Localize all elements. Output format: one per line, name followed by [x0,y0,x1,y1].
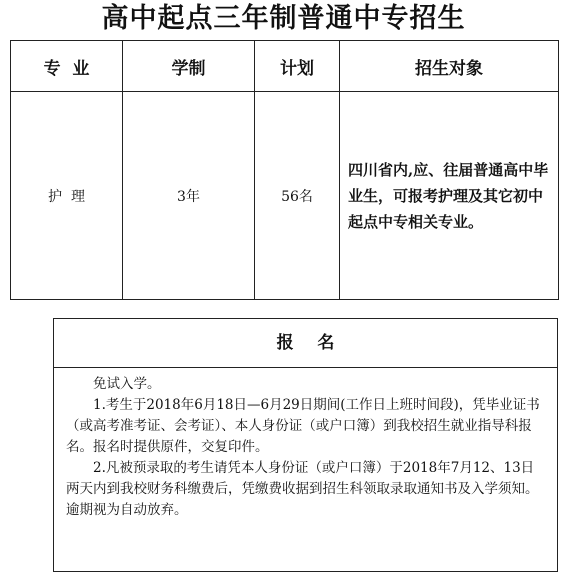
header-major: 专 业 [11,41,123,92]
cell-plan: 56名 [255,92,340,300]
header-plan: 计划 [255,41,340,92]
registration-body [54,368,557,521]
registration-paragraph: 免试入学。 [93,376,161,392]
cell-duration: 3年 [123,92,255,300]
table-row [11,92,559,300]
enrollment-plan-table [10,40,559,300]
cell-major: 护 理 [11,92,123,300]
registration-paragraph: 1.考生于2018年6月18日—6月29日期间(工作日上班时间段)，凭毕业证书（或高考准考证、会考证）、本人身份证（或户口簿）到我校招生就业指导科报名。报名时提供原件，交复印件。 [66,397,540,455]
registration-heading: 报 名 [54,319,557,368]
table-header-row [11,41,559,92]
header-duration: 学制 [123,41,255,92]
registration-box [53,318,558,572]
page-title: 高中起点三年制普通中专招生 [101,3,466,34]
header-target: 招生对象 [340,41,559,92]
registration-paragraph: 2.凡被预录取的考生请凭本人身份证（或户口簿）于2018年7月12、13日两天内到我校财务科缴费后，凭缴费收据到招生科领取录取通知书及入学须知。逾期视为自动放弃。 [66,460,539,518]
cell-target: 四川省内,应、往届普通高中毕业生，可报考护理及其它初中起点中专相关专业。 [340,92,559,300]
